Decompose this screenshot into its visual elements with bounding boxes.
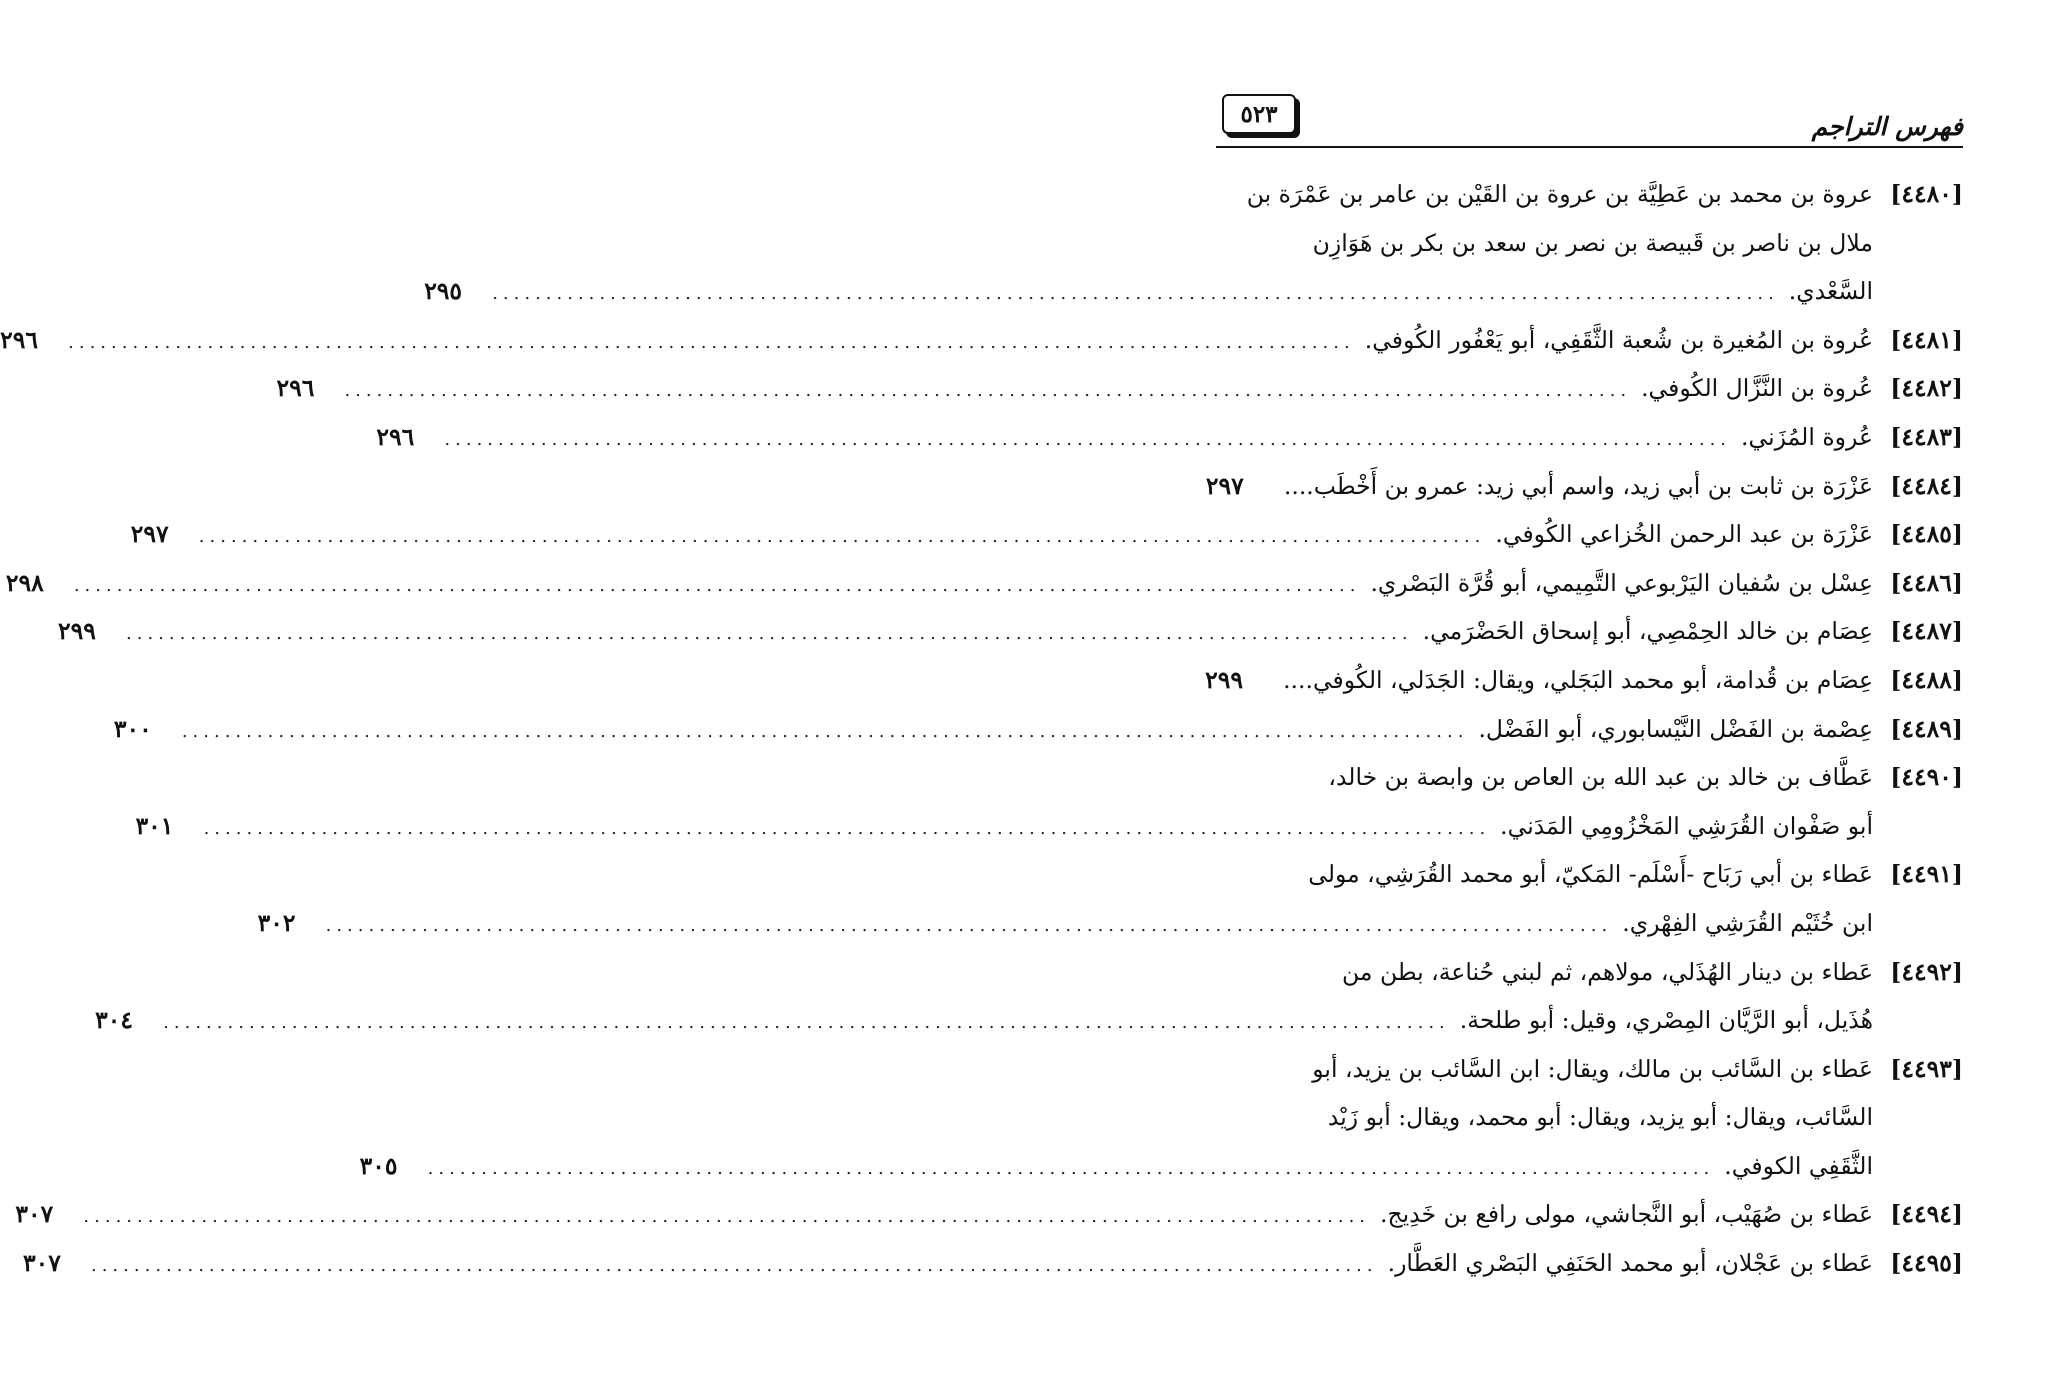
entry-page-number: ٣٠٥ bbox=[359, 1151, 398, 1180]
entry-text: عَطاء بن دينار الهُذَلي، مولاهم، ثم لبني حُناعة، بطن من bbox=[1342, 957, 1873, 986]
dot-leader: ........................................................................................................................ bbox=[73, 574, 1361, 596]
index-entry-line bbox=[1216, 948, 1963, 997]
entry-text: ملال بن ناصر بن قَبيصة بن نصر بن سعد بن بكر بن هَوَازِن bbox=[1312, 228, 1873, 257]
index-entry-line bbox=[15, 1190, 1963, 1239]
entry-text: عَزْرَة بن عبد الرحمن الخُزاعي الكُوفي. bbox=[1495, 520, 1873, 549]
dot-leader: ........................................................................................................................ bbox=[198, 526, 1486, 548]
entry-number: [٤٤٩٠] bbox=[1890, 763, 1963, 792]
entry-page-number: ٣٠٧ bbox=[22, 1249, 61, 1278]
entry-text: عُروة بن المُغيرة بن شُعبة الثَّقَفِي، أبو يَعْفُور الكُوفي. bbox=[1364, 325, 1873, 354]
dot-leader: ........................................................................................................................ bbox=[181, 720, 1469, 742]
entry-page-number: ٢٩٦ bbox=[376, 422, 415, 451]
dot-leader: ........................................................................................................................ bbox=[344, 380, 1632, 402]
entry-text-with-page bbox=[135, 802, 1873, 854]
entry-number: [٤٤٩٥] bbox=[1890, 1249, 1963, 1278]
index-entry-line bbox=[5, 559, 1963, 608]
page-title: فهرس التراجم bbox=[1811, 112, 1963, 141]
entry-text: ابن خُثَيْم القُرَشِي الفِهْري. bbox=[1622, 908, 1873, 937]
index-entry-line bbox=[135, 802, 1963, 851]
page-header bbox=[1216, 86, 1963, 146]
index-entry-line bbox=[113, 705, 1963, 754]
entry-text-with-page bbox=[95, 996, 1873, 1048]
dot-leader: ........................................................................................................................ bbox=[90, 1255, 1378, 1277]
entry-text: عِسْل بن سُفيان اليَرْبوعي التَّمِيمي، أبو قُرَّة البَصْري. bbox=[1370, 568, 1873, 597]
entry-text-with-page bbox=[359, 1142, 1873, 1194]
entry-text-with-page bbox=[58, 607, 1873, 659]
entry-text-with-page bbox=[1205, 656, 1873, 708]
entry-text-with-page bbox=[424, 267, 1873, 319]
entry-page-number: ٣٠٤ bbox=[95, 1006, 134, 1035]
entry-text: عِصْمة بن الفَضْل النَّيْسابوري، أبو الفَضْل. bbox=[1478, 714, 1873, 743]
entry-text-with-page bbox=[15, 1190, 1873, 1242]
entry-text: عروة بن محمد بن عَطِيَّة بن عروة بن القَيْن بن عامر بن عَمْرَة بن bbox=[1246, 180, 1873, 208]
entry-text-with-page bbox=[276, 364, 1873, 416]
entry-page-number: ٢٩٩ bbox=[58, 617, 96, 646]
entry-text-with-page bbox=[257, 899, 1873, 951]
page-number-box bbox=[1222, 94, 1296, 134]
index-entry-line bbox=[1216, 1093, 1963, 1142]
index-entry-line bbox=[424, 267, 1963, 316]
entry-page-number: ٢٩٦ bbox=[0, 325, 38, 354]
entry-text: السَّائب، ويقال: أبو يزيد، ويقال: أبو محمد، ويقال: أبو زَيْد bbox=[1327, 1103, 1873, 1132]
index-entry-line bbox=[1205, 656, 1963, 705]
entry-text: الثَّقَفِي الكوفي. bbox=[1724, 1151, 1873, 1180]
dot-leader: ........................................................................................................................ bbox=[325, 914, 1613, 936]
entry-number: [٤٤٨٧] bbox=[1890, 617, 1963, 646]
entry-number: [٤٤٨٢] bbox=[1890, 374, 1963, 403]
entry-text: عُروة بن النَّزَّال الكُوفي. bbox=[1641, 374, 1873, 403]
entry-number: [٤٤٨٨] bbox=[1890, 665, 1963, 694]
dot-leader: ........................................................................................................................ bbox=[427, 1157, 1715, 1179]
header-divider bbox=[1216, 146, 1963, 148]
entry-page-number: ٢٩٨ bbox=[5, 568, 44, 597]
entry-page-number: ٣٠٧ bbox=[15, 1200, 54, 1229]
index-entry-line bbox=[1216, 1045, 1963, 1094]
index-entry-line bbox=[359, 1142, 1963, 1191]
entry-page-number: ٢٩٧ bbox=[1205, 471, 1244, 500]
index-entry-line bbox=[0, 316, 1963, 365]
entry-text-with-page bbox=[1205, 462, 1873, 514]
entry-text: السَّعْدي. bbox=[1788, 277, 1873, 306]
entry-text: عُروة المُزَني. bbox=[1741, 422, 1873, 451]
dot-leader: ........................................................................................................................ bbox=[203, 817, 1491, 839]
entry-text: عَطاء بن السَّائب بن مالك، ويقال: ابن السَّائب بن يزيد، أبو bbox=[1312, 1054, 1873, 1083]
index-entry-line bbox=[58, 607, 1963, 656]
entry-number: [٤٤٨١] bbox=[1890, 325, 1963, 354]
dot-leader: ........................................................................................................................ bbox=[163, 1012, 1450, 1034]
entry-page-number: ٢٩٥ bbox=[424, 277, 463, 306]
index-entry-line bbox=[1205, 462, 1963, 511]
entry-text-with-page bbox=[22, 1239, 1873, 1291]
page-number: ٥٢٣ bbox=[1240, 100, 1278, 128]
entry-text: عَطَّاف بن خالد بن عبد الله بن العاص بن وابصة بن خالد، bbox=[1328, 763, 1873, 792]
entry-page-number: ٣٠٢ bbox=[257, 908, 296, 937]
index-entry-line bbox=[1216, 850, 1963, 899]
index-entries-list bbox=[0, 170, 1963, 1288]
entry-text: عَطاء بن صُهَيْب، أبو النَّجاشي، مولى رافع بن خَدِيج. bbox=[1380, 1200, 1873, 1229]
entry-text-with-page bbox=[130, 510, 1873, 562]
dot-leader: ........................................................................................................................ bbox=[126, 623, 1413, 645]
entry-text: عِصَام بن قُدامة، أبو محمد البَجَلي، ويقال: الجَدَلي، الكُوفي.... bbox=[1283, 665, 1873, 694]
entry-text: عَطاء بن عَجْلان، أبو محمد الحَنَفِي البَصْري العَطَّار. bbox=[1387, 1249, 1873, 1278]
dot-leader: ........................................................................................................................ bbox=[492, 283, 1779, 305]
index-entry-line bbox=[1216, 219, 1963, 268]
entry-text-with-page bbox=[376, 413, 1873, 465]
entry-page-number: ٢٩٦ bbox=[276, 374, 315, 403]
entry-page-number: ٣٠٠ bbox=[113, 714, 152, 743]
entry-text: أبو صَفْوان القُرَشِي المَخْزُومِي المَدَني. bbox=[1500, 811, 1873, 840]
entry-page-number: ٢٩٧ bbox=[130, 520, 169, 549]
entry-number: [٤٤٩٢] bbox=[1890, 957, 1963, 986]
index-entry-line bbox=[1216, 170, 1963, 219]
entry-number: [٤٤٩٤] bbox=[1890, 1200, 1963, 1229]
index-entry-line bbox=[130, 510, 1963, 559]
entry-text-with-page bbox=[0, 316, 1873, 368]
entry-number: [٤٤٩٣] bbox=[1890, 1054, 1963, 1083]
entry-text: عَزْرَة بن ثابت بن أبي زيد، واسم أبي زيد: عمرو بن أَخْطَب.... bbox=[1283, 471, 1873, 500]
entry-number: [٤٤٨٥] bbox=[1890, 520, 1963, 549]
index-entry-line bbox=[1216, 753, 1963, 802]
entry-text-with-page bbox=[5, 559, 1873, 611]
entry-number: [٤٤٨٣] bbox=[1890, 422, 1963, 451]
entry-number: [٤٤٨٦] bbox=[1890, 568, 1963, 597]
index-entry-line bbox=[376, 413, 1963, 462]
index-entry-line bbox=[276, 364, 1963, 413]
index-entry-line bbox=[95, 996, 1963, 1045]
dot-leader: ........................................................................................................................ bbox=[83, 1206, 1371, 1228]
dot-leader: ........................................................................................................................ bbox=[444, 428, 1732, 450]
index-entry-line bbox=[22, 1239, 1963, 1288]
entry-number: [٤٤٨٤] bbox=[1890, 471, 1963, 500]
entry-page-number: ٢٩٩ bbox=[1205, 665, 1243, 694]
entry-text: عَطاء بن أبي رَبَاح -أَسْلَم- المَكيّ، أبو محمد القُرَشِي، مولى bbox=[1308, 860, 1873, 889]
index-entry-line bbox=[257, 899, 1963, 948]
entry-page-number: ٣٠١ bbox=[135, 811, 174, 840]
entry-text-with-page bbox=[113, 705, 1873, 757]
entry-number: [٤٤٨٩] bbox=[1890, 714, 1963, 743]
entry-number: [٤٤٨٠] bbox=[1890, 180, 1963, 208]
entry-number: [٤٤٩١] bbox=[1890, 860, 1963, 889]
entry-text: عِصَام بن خالد الحِمْصِي، أبو إسحاق الحَضْرَمي. bbox=[1422, 617, 1873, 646]
entry-text: هُذَيل، أبو الرَّيَّان المِصْري، وقيل: أبو طلحة. bbox=[1459, 1006, 1873, 1035]
dot-leader: ........................................................................................................................ bbox=[68, 331, 1355, 353]
